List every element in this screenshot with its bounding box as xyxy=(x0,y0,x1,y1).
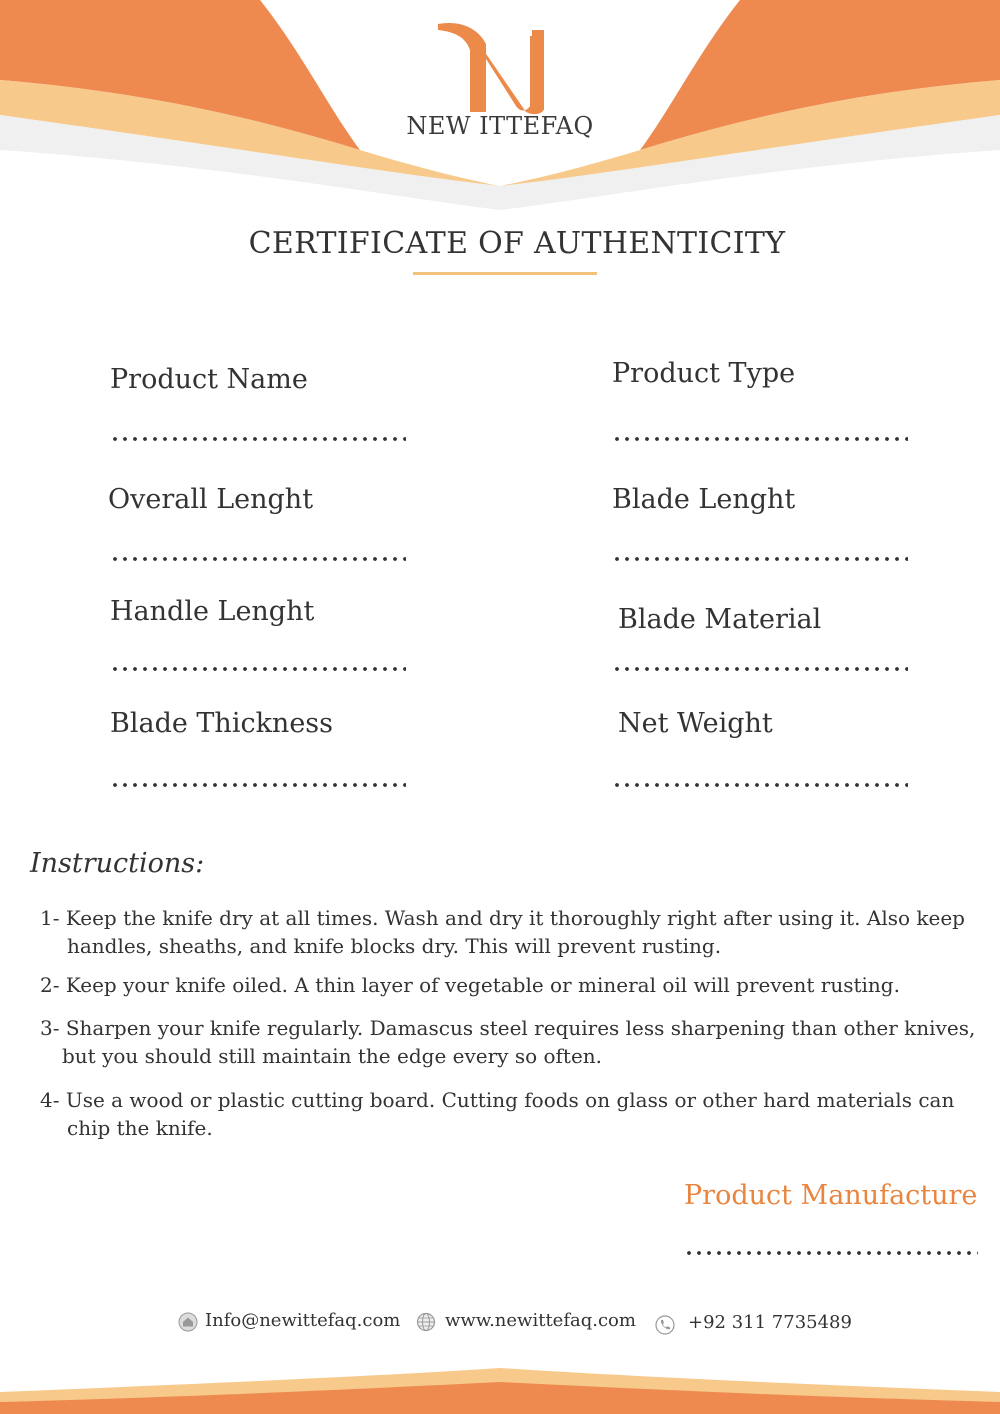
field-label-blade-length: Blade Lenght xyxy=(612,484,796,515)
field-label-net-weight: Net Weight xyxy=(618,708,773,739)
field-line-net-weight[interactable] xyxy=(612,782,908,788)
contact-website[interactable]: www.newittefaq.com xyxy=(445,1310,636,1331)
field-label-product-type: Product Type xyxy=(612,358,796,389)
field-line-handle-length[interactable] xyxy=(110,666,406,672)
title-underline xyxy=(413,272,597,275)
instructions-heading: Instructions: xyxy=(30,848,205,879)
brand-name: NEW ITTEFAQ xyxy=(406,112,594,140)
field-label-blade-material: Blade Material xyxy=(618,604,822,635)
instruction-1-line-1: 1- Keep the knife dry at all times. Wash and dry it thoroughly right after using it. Also keep xyxy=(40,906,965,930)
contact-email[interactable]: Info@newittefaq.com xyxy=(205,1310,401,1331)
instruction-2-line-1: 2- Keep your knife oiled. A thin layer of vegetable or mineral oil will prevent rusting. xyxy=(40,973,900,997)
field-line-overall-length[interactable] xyxy=(110,556,406,562)
product-manufacture-line[interactable] xyxy=(684,1250,978,1256)
contact-phone[interactable]: +92 311 7735489 xyxy=(688,1312,852,1333)
field-label-blade-thickness: Blade Thickness xyxy=(110,708,334,739)
instruction-4-line-2: chip the knife. xyxy=(67,1116,213,1140)
product-manufacture-label: Product Manufacture xyxy=(684,1180,978,1211)
page-title: CERTIFICATE OF AUTHENTICITY xyxy=(248,226,786,261)
field-line-product-type[interactable] xyxy=(612,436,908,442)
instruction-1-line-2: handles, sheaths, and knife blocks dry. This will prevent rusting. xyxy=(67,934,722,958)
field-label-overall-length: Overall Lenght xyxy=(108,484,314,515)
instruction-3-line-2: but you should still maintain the edge every so often. xyxy=(62,1044,603,1068)
field-line-blade-material[interactable] xyxy=(612,666,908,672)
field-line-product-name[interactable] xyxy=(110,436,406,442)
phone-icon xyxy=(655,1315,675,1335)
home-icon xyxy=(178,1312,198,1332)
field-label-handle-length: Handle Lenght xyxy=(110,596,315,627)
field-label-product-name: Product Name xyxy=(110,364,308,395)
globe-icon xyxy=(416,1312,436,1332)
instruction-3-line-1: 3- Sharpen your knife regularly. Damascus steel requires less sharpening than other knives, xyxy=(40,1016,976,1040)
instruction-4-line-1: 4- Use a wood or plastic cutting board. Cutting foods on glass or other hard materials can xyxy=(40,1088,955,1112)
field-line-blade-thickness[interactable] xyxy=(110,782,406,788)
ni-monogram-logo xyxy=(430,20,560,115)
field-line-blade-length[interactable] xyxy=(612,556,908,562)
